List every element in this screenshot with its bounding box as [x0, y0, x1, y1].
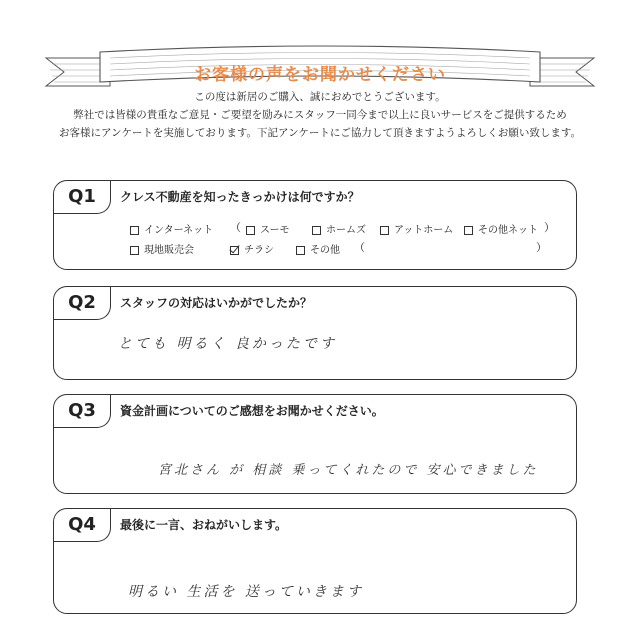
option-homes[interactable]: ホームズ — [312, 221, 366, 236]
other-paren-close: ） — [536, 241, 547, 254]
answer-3-handwriting: 宮北さん が 相談 乗ってくれたので 安心できました — [158, 463, 539, 478]
checked-checkbox-icon[interactable] — [230, 246, 239, 255]
option-other[interactable]: その他 — [296, 241, 340, 256]
checkbox-icon[interactable] — [130, 226, 139, 235]
answer-2-handwriting: とても 明るく 良かったです — [118, 336, 337, 352]
question-4-box — [53, 508, 577, 614]
other-paren-open: （ — [354, 241, 365, 254]
option-other-net[interactable]: その他ネット — [464, 221, 538, 236]
option-open-house[interactable]: 現地販売会 — [130, 241, 194, 256]
intro-line-1: この度は新居のご購入、誠におめでとうございます。 — [194, 91, 446, 103]
question-2-box — [53, 286, 577, 380]
option-athome[interactable]: アットホーム — [380, 221, 453, 236]
question-1-badge: Q1 — [54, 181, 111, 214]
checkbox-icon[interactable] — [464, 226, 473, 235]
question-1-box — [53, 180, 577, 270]
question-3-box — [53, 394, 577, 494]
question-4-text: 最後に一言、おねがいします。 — [120, 518, 288, 532]
question-3-text: 資金計画についてのご感想をお聞かせください。 — [120, 404, 384, 418]
question-2-text: スタッフの対応はいかがでしたか？ — [120, 296, 313, 310]
question-4-badge: Q4 — [54, 509, 111, 542]
checkbox-icon[interactable] — [312, 226, 321, 235]
question-3-badge: Q3 — [54, 395, 111, 428]
checkbox-icon[interactable] — [380, 226, 389, 235]
option-internet[interactable]: インターネット — [130, 221, 213, 236]
option-paren-close: ） — [544, 221, 555, 234]
checkbox-icon[interactable] — [130, 246, 139, 255]
answer-4-handwriting: 明るい 生活を 送っていきます — [128, 584, 364, 600]
option-suumo[interactable]: スーモ — [246, 221, 290, 236]
checkbox-icon[interactable] — [246, 226, 255, 235]
option-flyer[interactable]: チラシ — [230, 241, 274, 256]
checkbox-icon[interactable] — [296, 246, 305, 255]
question-1-text: クレス不動産を知ったきっかけは何ですか？ — [120, 190, 360, 204]
intro-line-3: お客様にアンケートを実施しております。下記アンケートにご協力して頂きますようよろしくお願い致します。 — [58, 127, 582, 139]
banner-title: お客様の声をお聞かせください — [194, 65, 446, 85]
option-paren-open: （ — [230, 221, 241, 234]
intro-line-2: 弊社では皆様の貴重なご意見・ご要望を励みにスタッフ一同今まで以上に良いサービスをご提供するため — [73, 109, 567, 121]
question-2-badge: Q2 — [54, 287, 111, 320]
